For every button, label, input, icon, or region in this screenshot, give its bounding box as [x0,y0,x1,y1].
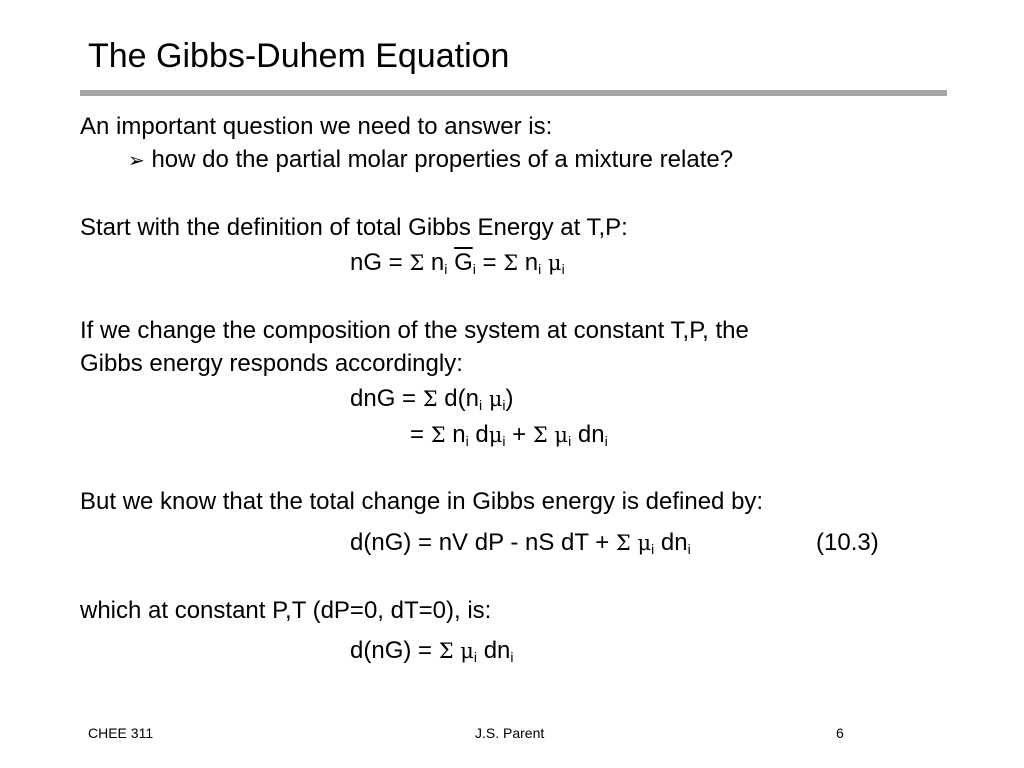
eq3-d: d [475,421,489,448]
intro-text: An important question we need to answer is: [80,113,553,140]
mu-symbol: μ [488,423,503,447]
eq4-dn: dn [660,529,688,556]
mu-symbol: μ [637,531,652,555]
eq3-n: n [452,421,466,448]
eq1-n: n [524,249,539,276]
eq1-sub-i: i [538,261,542,277]
eq3-lhs: = [410,421,431,448]
eq3-dn: dn [577,421,605,448]
equation-number: (10.3) [816,529,879,556]
sigma-symbol: Σ [438,639,454,663]
eq1-equals: = [475,249,504,276]
sigma-symbol: Σ [430,423,446,447]
eq2-d-open: d(n [444,385,479,412]
eq3-sub-i: i [502,433,506,449]
eq2-lhs: dnG = [350,385,423,412]
composition-text-2: Gibbs energy responds accordingly: [80,350,463,377]
arrow-bullet-icon: ➢ [128,148,145,172]
mu-symbol: μ [488,387,503,411]
eq1-sub-i: i [472,261,476,277]
equation-dnG-expanded [410,420,608,450]
sigma-symbol: Σ [503,251,519,275]
eq4-sub-i: i [687,541,691,557]
eq3-sub-i: i [465,433,469,449]
bullet-text: how do the partial molar properties of a mixture relate? [151,146,734,173]
bullet-item [128,145,733,175]
slide-title: The Gibbs-Duhem Equation [88,37,510,75]
eq1-sub-i: i [561,261,565,277]
mu-symbol: μ [547,251,562,275]
eq1-sub-i: i [444,261,448,277]
definition-text: Start with the definition of total Gibbs Energy at T,P: [80,214,628,241]
sigma-symbol: Σ [409,251,425,275]
footer-author: J.S. Parent [475,725,545,741]
footer-page-number: 6 [836,725,844,741]
eq5-lhs: d(nG) = [350,637,439,664]
eq2-close: ) [505,385,514,412]
eq1-n: n [430,249,445,276]
equation-total-gibbs [350,248,565,278]
eq2-sub-i: i [502,397,506,413]
eq1-partial-g: $\overline{G}$ [454,249,473,276]
equation-constant-pt [350,636,514,666]
equation-10-3 [350,528,691,558]
total-change-text: But we know that the total change in Gibbs energy is defined by: [80,488,764,515]
eq3-sub-i: i [568,433,572,449]
sigma-symbol: Σ [532,423,548,447]
eq1-lhs: nG = [350,249,410,276]
eq2-sub-i: i [478,397,483,413]
mu-symbol: μ [460,639,474,663]
equation-dnG [350,384,514,414]
eq5-sub-i: i [510,649,514,665]
eq3-sub-i: i [604,433,608,449]
eq4-lhs: d(nG) = nV dP - nS dT + [350,529,616,556]
mu-symbol: μ [554,423,569,447]
eq3-plus: + [505,421,533,448]
constant-pt-text: which at constant P,T (dP=0, dT=0), is: [80,597,492,624]
eq4-sub-i: i [651,541,655,557]
title-divider [80,90,947,96]
sigma-symbol: Σ [422,387,438,411]
eq5-sub-i: i [473,649,478,665]
sigma-symbol: Σ [615,531,631,555]
eq5-dn: dn [483,637,511,664]
composition-text-1: If we change the composition of the system at constant T,P, the [80,317,749,344]
footer-course: CHEE 311 [88,725,154,741]
